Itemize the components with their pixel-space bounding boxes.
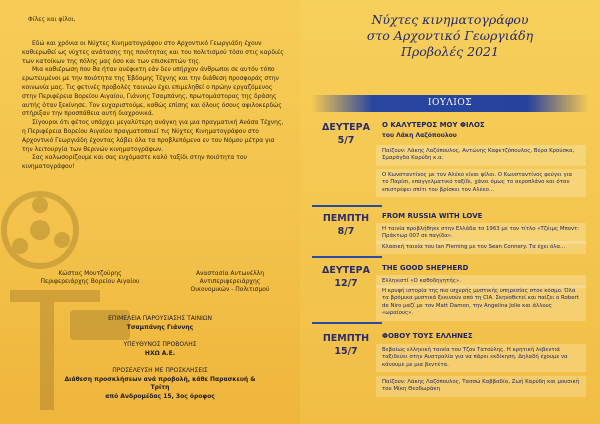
date: 12/7 (334, 278, 358, 289)
title-line: στο Αρχοντικό Γεωργιάδη (366, 28, 534, 43)
movie-cast: Παίζουν: Λάκης Λαζόπουλος, Τασσώ Καββαδία, Ζωή Καρύδη και μουσική του Μίκη Θεοδωράκη (376, 376, 586, 397)
weekday: ΠΕΜΠΤΗ (322, 213, 370, 224)
screening-day (312, 212, 380, 238)
weekday: ΔΕΥΤΕΡΑ (321, 265, 370, 276)
credit-line: Διάθεση προσκλήσεων ανά προβολή, κάθε Παρασκευή & Τρίτη (64, 375, 256, 391)
movie-cast: Ελληνιστί «Ο καθοδηγητής». (376, 275, 586, 288)
date: 8/7 (337, 226, 355, 237)
credits (60, 315, 260, 410)
movie-title: Ο ΚΑΛΥΤΕΡΟΣ ΜΟΥ ΦΙΛΟΣ (382, 121, 485, 129)
signature-block-deputy (170, 270, 290, 295)
signer-name: Αναστασία Αντωνέλλη (195, 270, 265, 277)
greeting: Φίλες και φίλοι, (28, 16, 76, 23)
credit-invitations (60, 367, 260, 401)
movie-description: Η κρυφή ιστορία της πιο ισχυρής μυστικής υπηρεσίας στον κόσμο. Όλα τα βρόμικα μυστικά ξεκινούν από τη CIA. Σκηνοθετεί και παίζει ο Robert de Niro μαζί με τον Matt Damon, την Angelina Jolie και άλλους «ωραίους». (376, 285, 586, 321)
credit-title: ΥΠΕΥΘΥΝΟΣ ΠΡΟΒΟΛΗΣ (123, 341, 197, 348)
credit-title: ΠΡΟΣΕΛΕΥΣΗ ΜΕ ΠΡΟΣΚΛΗΣΕΙΣ (112, 367, 208, 374)
credit-name: Τσαμπάνης Γιάννης (126, 323, 194, 331)
signer-role: Περιφερειάρχης Βορείου Αιγαίου (40, 278, 140, 286)
intro-text (22, 40, 284, 172)
date: 5/7 (337, 135, 355, 146)
credit-name: ΗΧΩ Α.Ε. (144, 349, 176, 357)
title-line: Προβολές 2021 (401, 44, 499, 59)
movie-description: Ο Κωνσταντίνος με τον Αλέκο είναι φίλοι. Ο Κωνσταντίνος φεύγει για το Παρίσι, επαγγελματικό ταξίδι, χάνει όμως το αεροπλάνο και όταν επιστρέφει σπίτι του βρίσκει τον Αλέκο… (376, 169, 586, 197)
movie-description: Βεβαίως ελληνική ταινία του Τζον Τατούλης. Η κρητική λεβεντιά ταξιδεύει στην Αυστραλία για να πάρει εκδίκηση. Δηλαδή έχουμε να κάνουμε με μια βεντέτα. (376, 344, 586, 372)
intro-paragraph: Σίγουροι ότι φέτος υπάρχει μεγαλύτερη ανάγκη για μια πραγματική Ανάσα Τέχνης, η Περιφέρεια Βορείου Αιγαίου πραγματοποιεί τις Νύχτες Κινηματογράφου στο Αρχοντικό Γεωργιάδη έχοντας λάβει όλα τα προβλεπόμενα εν του Νόμου μέτρα για την λειτουργία των θερινών κινηματογράφων. (22, 119, 284, 153)
signer-role: Οικονομικών - Πολιτισμού (190, 286, 270, 294)
movie-title: FROM RUSSIA WITH LOVE (382, 212, 483, 220)
signature-block-governor (30, 270, 150, 286)
credit-line: από Ανδρομέδας 15, 3ος όροφος (105, 392, 215, 400)
intro-paragraph: Εδώ και χρόνια οι Νύχτες Κινηματογράφου στο Αρχοντικό Γεωργιάδη έχουν καθιερωθεί ως νύχτες ανάτασης της ποιότητας και του πολιτισμού τόσο στις καρδιές των κατοίκων της πόλης μας όσο και των επισκεπτών της. (22, 40, 284, 65)
screening-day (312, 264, 380, 290)
intro-paragraph: Μια καθιέρωση που θα ήταν ανέφικτη εάν δεν υπήρχαν άνθρωποι σε αυτόν τόπο ερωτευμένοι με την ποιότητα της Έβδομης Τέχνης και την διάθεση προσφοράς στην κοινωνία μας. Τις φετινές προβολές ταινιών έχει επιμεληθεί ο πρώην εργαζόμενος στην Περιφέρεια Βορείου Αιγαίου, Γιάννης Τσαμπάνης, πρωτομάστορας της δράσης αυτής όταν ξεκίνησε. Τον ευχαριστούμε, καθώς επίσης και όλους όσους αφιλοκερδώς στήριξαν την προσπάθεια αυτή διαχρονικά. (22, 66, 282, 118)
movie-cast: Η ταινία προβλήθηκε στην Ελλάδα το 1963 με τον τίτλο «Τζέιμς Μποντ: Πράκτωρ 007 σε παγίδα». (376, 223, 586, 244)
weekday: ΔΕΥΤΕΡΑ (321, 122, 370, 133)
movie-director: του Λάκη Λαζόπουλου (382, 132, 457, 139)
title-line: Νύχτες κινηματογράφου (371, 12, 529, 27)
movie-description: Κλασική ταινία του Ian Fleming με τον Sean Connery. Τα έχει όλα… (376, 241, 586, 254)
screening-day (312, 121, 380, 147)
credit-curation (60, 315, 260, 332)
credit-title: ΕΠΙΜΕΛΕΙΑ ΠΑΡΟΥΣΙΑΣΗΣ ΤΑΙΝΙΩΝ (108, 315, 212, 322)
date: 15/7 (334, 346, 358, 357)
credit-projection (60, 341, 260, 358)
month-banner (312, 95, 588, 112)
screening-day (312, 332, 380, 358)
movie-cast: Παίζουν: Λάκης Λαζόπουλος, Αντώνης Καφετζόπουλος, Βέρα Κρούσκα, Σμαράγδα Καρύδη κ.α. (376, 145, 586, 166)
intro-paragraph: Σας καλωσορίζουμε και σας ευχόμαστε καλό ταξίδι στην ποιότητα του κινηματογράφου! (22, 154, 248, 171)
divider (312, 205, 382, 210)
signer-role: Αντιπεριφερειάρχης (199, 278, 261, 286)
month-label: ΙΟΥΛΙΟΣ (427, 98, 473, 108)
divider (312, 256, 382, 261)
movie-title: THE GOOD SHEPHERD (382, 264, 469, 272)
movie-title: ΦΟΒΟΥ ΤΟΥΣ ΕΛΛΗΝΕΣ (382, 332, 473, 340)
divider (312, 322, 382, 327)
program-title (310, 12, 590, 60)
signer-name: Κώστας Μουτζούρης (58, 270, 122, 277)
weekday: ΠΕΜΠΤΗ (322, 333, 370, 344)
